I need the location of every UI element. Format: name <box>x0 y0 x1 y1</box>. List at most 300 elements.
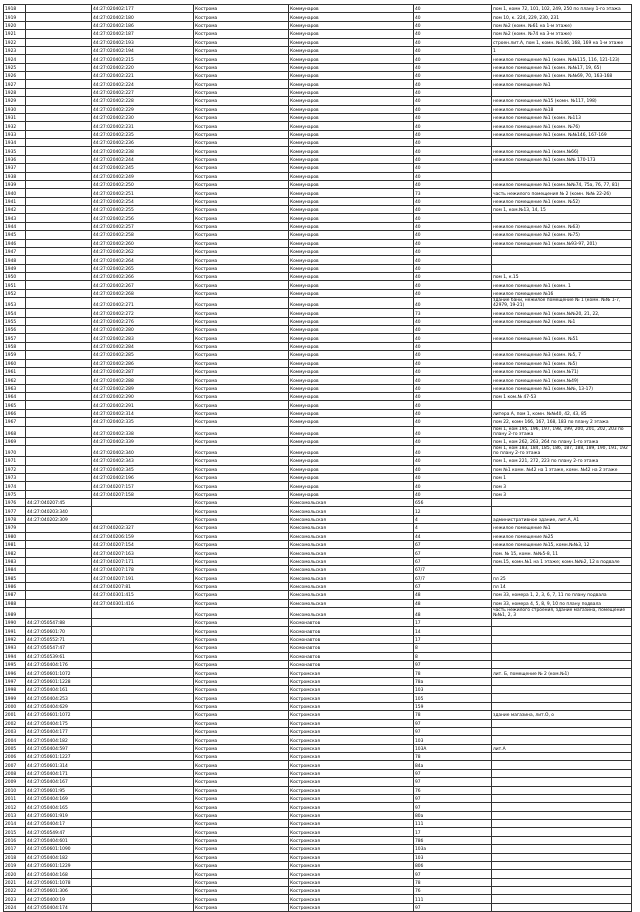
building-cadastral-cell: 44:27:050547:88 <box>26 619 92 627</box>
row-number-cell: 1949 <box>4 264 26 272</box>
street-cell: Коммунаров <box>289 409 414 417</box>
building-cadastral-cell <box>26 113 92 121</box>
row-number-cell: 1979 <box>4 524 26 532</box>
street-cell: Коммунаров <box>289 164 414 172</box>
premises-note-cell <box>492 719 632 727</box>
building-cadastral-cell <box>26 139 92 147</box>
table-row <box>4 13 632 21</box>
row-number-cell: 1983 <box>4 557 26 565</box>
premises-cadastral-cell: 44:27:020402:271 <box>92 298 194 309</box>
premises-note-cell: нежилое помещение №1 <box>492 80 632 88</box>
table-row <box>4 887 632 895</box>
premises-cadastral-cell <box>92 627 194 635</box>
table-row <box>4 172 632 180</box>
city-cell: Кострома <box>194 418 289 426</box>
row-number-cell: 1976 <box>4 499 26 507</box>
row-number-cell: 1957 <box>4 334 26 342</box>
table-row <box>4 753 632 761</box>
house-number-cell: 40 <box>414 317 492 325</box>
table-row <box>4 591 632 599</box>
table-row <box>4 401 632 409</box>
premises-cadastral-cell: 44:27:040206:159 <box>92 532 194 540</box>
house-number-cell: 111 <box>414 820 492 828</box>
house-number-cell: 40 <box>414 473 492 481</box>
street-cell: Коммунаров <box>289 180 414 188</box>
row-number-cell: 1959 <box>4 351 26 359</box>
city-cell: Кострома <box>194 644 289 652</box>
street-cell: Костромская <box>289 828 414 836</box>
row-number-cell: 1996 <box>4 669 26 677</box>
row-number-cell: 1958 <box>4 342 26 350</box>
building-cadastral-cell <box>26 566 92 574</box>
building-cadastral-cell: 44:27:050552:71 <box>26 635 92 643</box>
street-cell: Коммунаров <box>289 401 414 409</box>
row-number-cell: 1941 <box>4 197 26 205</box>
building-cadastral-cell <box>26 446 92 457</box>
building-cadastral-cell: 44:27:050404:167 <box>26 778 92 786</box>
city-cell: Кострома <box>194 334 289 342</box>
row-number-cell: 1951 <box>4 281 26 289</box>
street-cell: Коммунаров <box>289 309 414 317</box>
street-cell: Коммунаров <box>289 351 414 359</box>
premises-cadastral-cell: 44:27:020402:180 <box>92 13 194 21</box>
house-number-cell: 40 <box>414 80 492 88</box>
house-number-cell: 44 <box>414 532 492 540</box>
row-number-cell: 1956 <box>4 326 26 334</box>
table-row <box>4 761 632 769</box>
premises-note-cell: пом 1, ком 262, 263, 264 по плану 1-го этажа <box>492 437 632 445</box>
premises-note-cell <box>492 619 632 627</box>
city-cell: Кострома <box>194 465 289 473</box>
row-number-cell: 1930 <box>4 105 26 113</box>
table-row <box>4 189 632 197</box>
house-number-cell: 40 <box>414 359 492 367</box>
building-cadastral-cell: 44:27:050404:169 <box>26 794 92 802</box>
table-row <box>4 719 632 727</box>
street-cell: Комсомольская <box>289 524 414 532</box>
house-number-cell: 97 <box>414 719 492 727</box>
city-cell: Кострома <box>194 289 289 297</box>
premises-cadastral-cell: 44:27:020402:267 <box>92 281 194 289</box>
building-cadastral-cell <box>26 490 92 498</box>
city-cell: Кострома <box>194 652 289 660</box>
premises-cadastral-cell <box>92 861 194 869</box>
house-number-cell: 40 <box>414 130 492 138</box>
city-cell: Кострома <box>194 446 289 457</box>
premises-note-cell: пом 1, ком 195, 196, 197, 198, 199, 200, 201, 202, 203 по плану 2-го этажа <box>492 426 632 437</box>
city-cell: Кострома <box>194 231 289 239</box>
city-cell: Кострома <box>194 281 289 289</box>
premises-cadastral-cell <box>92 677 194 685</box>
street-cell: Костромская <box>289 878 414 886</box>
house-number-cell: 40 <box>414 5 492 13</box>
city-cell: Кострома <box>194 769 289 777</box>
city-cell: Кострома <box>194 393 289 401</box>
city-cell: Кострома <box>194 599 289 607</box>
street-cell: Комсомольская <box>289 557 414 565</box>
city-cell: Кострома <box>194 222 289 230</box>
city-cell: Кострома <box>194 677 289 685</box>
building-cadastral-cell <box>26 359 92 367</box>
street-cell: Костромская <box>289 820 414 828</box>
premises-note-cell <box>492 778 632 786</box>
row-number-cell: 1970 <box>4 446 26 457</box>
city-cell: Кострома <box>194 63 289 71</box>
house-number-cell: 40 <box>414 426 492 437</box>
premises-note-cell <box>492 828 632 836</box>
premises-cadastral-cell <box>92 753 194 761</box>
premises-note-cell: нежилое помещение №1 (комн. №51 <box>492 334 632 342</box>
premises-cadastral-cell: 44:27:020402:220 <box>92 63 194 71</box>
house-number-cell: 4 <box>414 515 492 523</box>
street-cell: Коммунаров <box>289 105 414 113</box>
premises-cadastral-cell: 44:27:020402:250 <box>92 180 194 188</box>
house-number-cell: 40 <box>414 490 492 498</box>
city-cell: Кострома <box>194 607 289 618</box>
street-cell: Костромская <box>289 903 414 911</box>
premises-note-cell: нежилое помещение №1 (комн.№66) <box>492 147 632 155</box>
table-row <box>4 677 632 685</box>
premises-note-cell: пом. № 15, комн. №№5-8, 11 <box>492 549 632 557</box>
row-number-cell: 1985 <box>4 574 26 582</box>
table-row <box>4 55 632 63</box>
street-cell: Коммунаров <box>289 326 414 334</box>
city-cell: Кострома <box>194 761 289 769</box>
building-cadastral-cell: 44:27:050404:165 <box>26 803 92 811</box>
city-cell: Кострома <box>194 342 289 350</box>
city-cell: Кострома <box>194 895 289 903</box>
city-cell: Кострома <box>194 903 289 911</box>
row-number-cell: 1926 <box>4 72 26 80</box>
street-cell: Костромская <box>289 778 414 786</box>
table-body <box>4 5 632 912</box>
table-row <box>4 264 632 272</box>
house-number-cell: 40 <box>414 393 492 401</box>
city-cell: Кострома <box>194 803 289 811</box>
city-cell: Кострома <box>194 861 289 869</box>
table-row <box>4 326 632 334</box>
row-number-cell: 1948 <box>4 256 26 264</box>
house-number-cell: 40 <box>414 63 492 71</box>
table-row <box>4 289 632 297</box>
house-number-cell: 78 <box>414 711 492 719</box>
street-cell: Костромская <box>289 861 414 869</box>
table-row <box>4 437 632 445</box>
premises-note-cell <box>492 652 632 660</box>
premises-cadastral-cell: 44:27:020402:280 <box>92 326 194 334</box>
street-cell: Костромская <box>289 727 414 735</box>
premises-cadastral-cell: 44:27:020402:335 <box>92 418 194 426</box>
table-row <box>4 711 632 719</box>
house-number-cell: 40 <box>414 281 492 289</box>
house-number-cell: 78 <box>414 878 492 886</box>
building-cadastral-cell: 44:27:050547:47 <box>26 644 92 652</box>
table-row <box>4 660 632 668</box>
table-row <box>4 231 632 239</box>
building-cadastral-cell <box>26 222 92 230</box>
street-cell: Коммунаров <box>289 359 414 367</box>
building-cadastral-cell <box>26 409 92 417</box>
city-cell: Кострома <box>194 870 289 878</box>
city-cell: Кострома <box>194 21 289 29</box>
house-number-cell: 17 <box>414 619 492 627</box>
building-cadastral-cell: 44:27:050601:1227 <box>26 753 92 761</box>
premises-cadastral-cell: 44:27:020402:286 <box>92 359 194 367</box>
premises-cadastral-cell: 44:27:020402:224 <box>92 80 194 88</box>
premises-note-cell <box>492 803 632 811</box>
row-number-cell: 2020 <box>4 870 26 878</box>
city-cell: Кострома <box>194 566 289 574</box>
city-cell: Кострома <box>194 778 289 786</box>
premises-note-cell: нежилое помещение №1 (комн. №№69, 70, 163-168 <box>492 72 632 80</box>
row-number-cell: 2007 <box>4 761 26 769</box>
premises-note-cell <box>492 256 632 264</box>
table-row <box>4 499 632 507</box>
table-row <box>4 861 632 869</box>
table-row <box>4 669 632 677</box>
city-cell: Кострома <box>194 214 289 222</box>
table-row <box>4 273 632 281</box>
house-number-cell: 40 <box>414 197 492 205</box>
street-cell: Коммунаров <box>289 88 414 96</box>
building-cadastral-cell <box>26 599 92 607</box>
table-row <box>4 367 632 375</box>
house-number-cell: 40 <box>414 21 492 29</box>
street-cell: Коммунаров <box>289 222 414 230</box>
premises-note-cell <box>492 895 632 903</box>
table-row <box>4 139 632 147</box>
street-cell: Коммунаров <box>289 239 414 247</box>
building-cadastral-cell <box>26 342 92 350</box>
street-cell: Коммунаров <box>289 30 414 38</box>
house-number-cell: 67/7 <box>414 574 492 582</box>
premises-cadastral-cell: 44:27:020402:186 <box>92 21 194 29</box>
building-cadastral-cell: 44:27:050601:1072 <box>26 669 92 677</box>
row-number-cell: 2014 <box>4 820 26 828</box>
row-number-cell: 1942 <box>4 206 26 214</box>
premises-note-cell <box>492 139 632 147</box>
city-cell: Кострома <box>194 736 289 744</box>
table-row <box>4 197 632 205</box>
house-number-cell: 97 <box>414 727 492 735</box>
house-number-cell: 40 <box>414 457 492 465</box>
row-number-cell: 1972 <box>4 465 26 473</box>
building-cadastral-cell <box>26 172 92 180</box>
premises-cadastral-cell: 44:27:020402:255 <box>92 206 194 214</box>
premises-cadastral-cell <box>92 828 194 836</box>
building-cadastral-cell <box>26 13 92 21</box>
building-cadastral-cell <box>26 147 92 155</box>
street-cell: Коммунаров <box>289 418 414 426</box>
house-number-cell: 40 <box>414 72 492 80</box>
city-cell: Кострома <box>194 55 289 63</box>
city-cell: Кострома <box>194 490 289 498</box>
street-cell: Костромская <box>289 744 414 752</box>
row-number-cell: 2021 <box>4 878 26 886</box>
street-cell: Космонавтов <box>289 635 414 643</box>
row-number-cell: 1932 <box>4 122 26 130</box>
row-number-cell: 1960 <box>4 359 26 367</box>
table-row <box>4 376 632 384</box>
row-number-cell: 1995 <box>4 660 26 668</box>
premises-cadastral-cell: 44:27:020402:245 <box>92 164 194 172</box>
building-cadastral-cell <box>26 197 92 205</box>
building-cadastral-cell <box>26 30 92 38</box>
street-cell: Костромская <box>289 887 414 895</box>
street-cell: Коммунаров <box>289 113 414 121</box>
row-number-cell: 1984 <box>4 566 26 574</box>
house-number-cell: 40 <box>414 289 492 297</box>
premises-cadastral-cell: 44:27:020402:187 <box>92 30 194 38</box>
street-cell: Костромская <box>289 853 414 861</box>
city-cell: Кострома <box>194 298 289 309</box>
building-cadastral-cell <box>26 97 92 105</box>
house-number-cell: 40 <box>414 13 492 21</box>
premises-note-cell <box>492 88 632 96</box>
row-number-cell: 1931 <box>4 113 26 121</box>
house-number-cell: 40 <box>414 384 492 392</box>
street-cell: Коммунаров <box>289 155 414 163</box>
premises-note-cell: нежилое помещение №2 (комн. №75) <box>492 231 632 239</box>
table-row <box>4 786 632 794</box>
city-cell: Кострома <box>194 426 289 437</box>
house-number-cell: 76 <box>414 887 492 895</box>
premises-cadastral-cell: 44:27:020402:272 <box>92 309 194 317</box>
street-cell: Коммунаров <box>289 465 414 473</box>
premises-note-cell <box>492 644 632 652</box>
premises-note-cell: нежилое помещение №1 (комн.№93-97, 201) <box>492 239 632 247</box>
premises-note-cell: пом 1, ком 183, 184, 185, 186, 187, 188, 189, 190, 191, 192 по плану 2-го этажа <box>492 446 632 457</box>
premises-cadastral-cell <box>92 895 194 903</box>
building-cadastral-cell <box>26 180 92 188</box>
row-number-cell: 1967 <box>4 418 26 426</box>
premises-cadastral-cell: 44:27:040207:191 <box>92 574 194 582</box>
building-cadastral-cell <box>26 46 92 54</box>
city-cell: Кострома <box>194 30 289 38</box>
house-number-cell: 40 <box>414 164 492 172</box>
premises-cadastral-cell: 44:27:040202:327 <box>92 524 194 532</box>
house-number-cell: 40 <box>414 88 492 96</box>
row-number-cell: 1933 <box>4 130 26 138</box>
building-cadastral-cell <box>26 72 92 80</box>
building-cadastral-cell <box>26 105 92 113</box>
premises-note-cell <box>492 761 632 769</box>
street-cell: Коммунаров <box>289 46 414 54</box>
house-number-cell: 40 <box>414 256 492 264</box>
premises-note-cell: пом 1, комн 72, 101, 102, 249, 250 по плану 1-го этажа <box>492 5 632 13</box>
row-number-cell: 2018 <box>4 853 26 861</box>
city-cell: Кострома <box>194 744 289 752</box>
row-number-cell: 1953 <box>4 298 26 309</box>
premises-note-cell: нежилое помещение №1 (комн.№49) <box>492 376 632 384</box>
house-number-cell: 103 <box>414 853 492 861</box>
street-cell: Костромская <box>289 811 414 819</box>
table-row <box>4 644 632 652</box>
premises-cadastral-cell: 44:27:040301:416 <box>92 599 194 607</box>
street-cell: Костромская <box>289 719 414 727</box>
street-cell: Коммунаров <box>289 367 414 375</box>
premises-cadastral-cell <box>92 669 194 677</box>
city-cell: Кострома <box>194 359 289 367</box>
premises-note-cell <box>492 164 632 172</box>
building-cadastral-cell <box>26 426 92 437</box>
table-row <box>4 334 632 342</box>
premises-cadastral-cell: 44:27:020402:287 <box>92 367 194 375</box>
table-row <box>4 549 632 557</box>
street-cell: Коммунаров <box>289 172 414 180</box>
city-cell: Кострома <box>194 273 289 281</box>
row-number-cell: 1950 <box>4 273 26 281</box>
table-row <box>4 256 632 264</box>
premises-note-cell: нежилое помещение №15, комн.№№3, 12 <box>492 540 632 548</box>
premises-cadastral-cell <box>92 853 194 861</box>
premises-note-cell: пом 33, номера 1, 2, 3, 6, 7, 11 по плану подвала <box>492 591 632 599</box>
premises-note-cell <box>492 727 632 735</box>
house-number-cell: 159 <box>414 702 492 710</box>
table-row <box>4 878 632 886</box>
street-cell: Коммунаров <box>289 264 414 272</box>
premises-note-cell: часть нежилого строения, здание магазина, помещение №№1, 2, 3 <box>492 607 632 618</box>
premises-note-cell: пом №2 (комн. №74 на 3-м этаже) <box>492 30 632 38</box>
row-number-cell: 1947 <box>4 247 26 255</box>
street-cell: Костромская <box>289 736 414 744</box>
street-cell: Комсомольская <box>289 499 414 507</box>
row-number-cell: 2002 <box>4 719 26 727</box>
premises-note-cell <box>492 214 632 222</box>
premises-cadastral-cell: 44:27:020402:194 <box>92 46 194 54</box>
city-cell: Кострома <box>194 540 289 548</box>
building-cadastral-cell <box>26 582 92 590</box>
premises-cadastral-cell <box>92 702 194 710</box>
street-cell: Комсомольская <box>289 549 414 557</box>
table-row <box>4 147 632 155</box>
house-number-cell: 97 <box>414 794 492 802</box>
city-cell: Кострома <box>194 317 289 325</box>
street-cell: Космонавтов <box>289 627 414 635</box>
table-row <box>4 870 632 878</box>
house-number-cell: 40 <box>414 30 492 38</box>
city-cell: Кострома <box>194 384 289 392</box>
row-number-cell: 1973 <box>4 473 26 481</box>
city-cell: Кострома <box>194 591 289 599</box>
premises-cadastral-cell <box>92 845 194 853</box>
city-cell: Кострома <box>194 794 289 802</box>
row-number-cell: 1966 <box>4 409 26 417</box>
building-cadastral-cell: 44:27:050601:306 <box>26 887 92 895</box>
city-cell: Кострома <box>194 309 289 317</box>
table-row <box>4 627 632 635</box>
premises-note-cell <box>492 264 632 272</box>
building-cadastral-cell <box>26 298 92 309</box>
street-cell: Коммунаров <box>289 393 414 401</box>
street-cell: Комсомольская <box>289 574 414 582</box>
table-row <box>4 853 632 861</box>
premises-note-cell <box>492 635 632 643</box>
premises-note-cell <box>492 811 632 819</box>
row-number-cell: 1952 <box>4 289 26 297</box>
building-cadastral-cell: 44:27:050404:601 <box>26 836 92 844</box>
premises-note-cell: нежилое помещение №1 (комн. №76) <box>492 122 632 130</box>
house-number-cell: 78 <box>414 669 492 677</box>
table-row <box>4 652 632 660</box>
premises-cadastral-cell: 44:27:020402:236 <box>92 139 194 147</box>
city-cell: Кострома <box>194 702 289 710</box>
row-number-cell: 1980 <box>4 532 26 540</box>
building-cadastral-cell: 44:27:050400:19 <box>26 895 92 903</box>
building-cadastral-cell <box>26 88 92 96</box>
building-cadastral-cell <box>26 401 92 409</box>
premises-cadastral-cell <box>92 635 194 643</box>
